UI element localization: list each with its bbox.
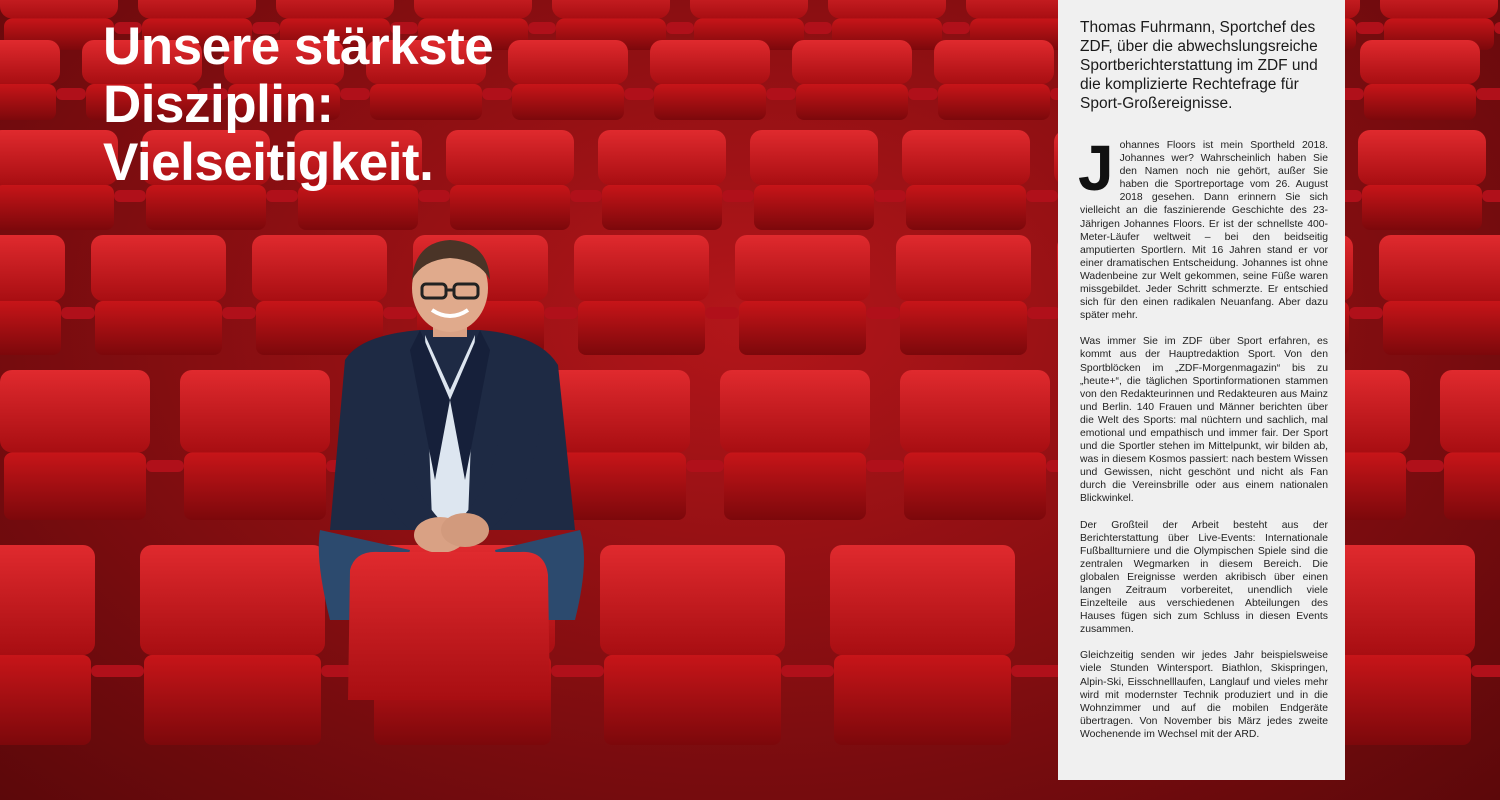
article-intro: Thomas Fuhrmann, Sportchef des ZDF, über die abwechslungsreiche Sportberichterstattung im ZDF und die komplizierte Rechtefrage für Sport-Großereignisse.: [1080, 19, 1318, 112]
article-body: [1078, 132, 1328, 741]
headline: [103, 18, 493, 192]
article-paragraph-1-text: ohannes Floors ist mein Sportheld 2018. Johannes wer? Wahrscheinlich haben Sie den Namen noch nie gehört, außer Sie haben die Sportreportage vom 26. August 2018 gesehen. Dann erinnern Sie sich vielleicht an die faszinierende Geschichte des 23-Jährigen Johannes Floors. Er ist der schnellste 400-Meter-Läufer weltweit – bei den beidseitig amputierten Sportlern. Mit 16 Jahren stand er vor einer dramatischen Entscheidung. Johannes ist ohne Wadenbeine zur Welt gekommen, seine Füße waren missgebildet. Jeder Schritt schmerzte. Er entschied sich für den einen radikalen Neuanfang. Aber dazu später mehr.: [1080, 140, 1328, 322]
headline-line-2: Disziplin:: [103, 75, 334, 134]
article-paragraph-1: [1078, 132, 1328, 322]
article-paragraph-4: Gleichzeitig senden wir jedes Jahr beispielsweise viele Stunden Wintersport. Biathlon, Skispringen, Alpin-Ski, Eisschnelllaufen, Langlauf und vieles mehr wird mit modernster Technik produziert und in die Wohnzimmer und auf die mobilen Endgeräte übertragen. Von November bis März jedes zweite Wochenende im Wechsel mit der ARD.: [1080, 650, 1328, 740]
headline-line-3: Vielseitigkeit.: [103, 133, 434, 192]
headline-line-1: Unsere stärkste: [103, 17, 494, 76]
article-paragraph-2: Was immer Sie im ZDF über Sport erfahren, es kommt aus der Hauptredaktion Sport. Von den Sportblöcken im „ZDF-Morgenmagazin“ bis zu „heute+“, die täglichen Sportinformationen stammen von den Redakteurinnen und Redakteuren aus Mainz und Berlin. 140 Frauen und Männer berichten über die Welt des Sports: mal nüchtern und sachlich, mal emotional und empathisch und immer fair. Der Sport und die Sportler stehen im Mittelpunkt, wir bilden ab, was in diesem Kosmos passiert: nach bestem Wissen und Gewissen, nicht geschönt und nicht als Fan durch die Vereinsbrille oder aus einem nationalen Blickwinkel.: [1080, 336, 1328, 505]
article-paragraph-3: Der Großteil der Arbeit besteht aus der Berichterstattung über Live-Events: Internationale Fußballturniere und die Olympischen Spiele sind die zentralen Wegmarken in diesem Bereich. Die globalen Ereignisse werden akribisch über einen langen Zeitraum vorbereitet, unendlich viele Einzelteile aus verschiedenen Abteilungen des Hauses fügen sich zum Schluss in diesen Events zusammen.: [1080, 519, 1328, 636]
article-panel: [1058, 0, 1345, 780]
dropcap: J: [1078, 132, 1114, 204]
person-sitting-in-seats: [300, 230, 600, 700]
